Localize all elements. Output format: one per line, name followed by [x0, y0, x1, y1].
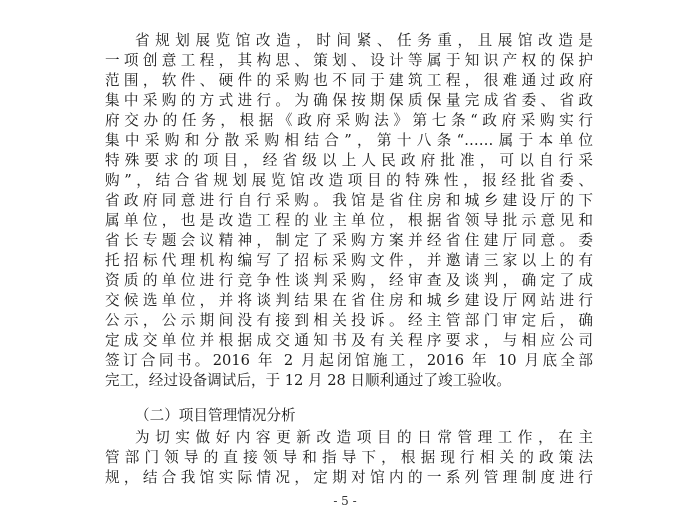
paragraph-1-line-9: 省政府同意进行自行采购。我馆是省住房和城乡建设厅的下 [105, 192, 593, 209]
paragraph-1-line-18: 完工，经过设备调试后，于 12 月 28 日顺利通过了竣工验收。 [105, 372, 511, 389]
paragraph-1-line-17: 签订合同书。2016 年 2 月起闭馆施工，2016 年 10 月底全部 [105, 352, 593, 369]
section-heading: （二）项目管理情况分析 [135, 407, 296, 424]
paragraph-1-line-16: 定成交单位并根据成交通知书及有关程序要求，与相应公司 [105, 332, 593, 349]
paragraph-1-line-6: 集中采购和分散采购相结合”，第十八条“……属于本单位 [105, 132, 593, 149]
paragraph-1-line-15: 公示，公示期间没有接到相关投诉。经主管部门审定后，确 [105, 312, 593, 329]
paragraph-1-line-14: 交候选单位，并将谈判结果在省住房和城乡建设厅网站进行 [105, 292, 593, 309]
paragraph-2-line-1: 为切实做好内容更新改造项目的日常管理工作，在主 [135, 429, 593, 446]
page-number: - 5 - [333, 494, 357, 508]
paragraph-1-line-4: 集中采购的方式进行。为确保按期保质保量完成省委、省政 [105, 92, 593, 109]
paragraph-1-line-5: 府交办的任务，根据《政府采购法》第七条“政府采购实行 [105, 112, 593, 129]
paragraph-1-line-2: 一项创意工程，其构思、策划、设计等属于知识产权的保护 [105, 52, 593, 69]
paragraph-1-line-13: 资质的单位进行竞争性谈判采购，经审查及谈判，确定了成 [105, 272, 593, 289]
paragraph-1-line-7: 特殊要求的项目，经省级以上人民政府批准，可以自行采 [105, 152, 593, 169]
paragraph-1-line-8: 购”，结合省规划展览馆改造项目的特殊性，报经批省委、 [105, 172, 593, 189]
paragraph-1-line-10: 属单位，也是改造工程的业主单位，根据省领导批示意见和 [105, 212, 593, 229]
paragraph-2-line-2: 管部门领导的直接领导和指导下，根据现行相关的政策法 [105, 449, 593, 466]
paragraph-1-line-1: 省规划展览馆改造，时间紧、任务重，且展馆改造是 [135, 32, 593, 49]
paragraph-1-line-11: 省长专题会议精神，制定了采购方案并经省住建厅同意。委 [105, 232, 593, 249]
paragraph-1-line-3: 范围，软件、硬件的采购也不同于建筑工程，很难通过政府 [105, 72, 593, 89]
paragraph-2-line-3: 规，结合我馆实际情况，定期对馆内的一系列管理制度进行 [105, 469, 593, 486]
paragraph-1-line-12: 托招标代理机构编写了招标采购文件，并邀请三家以上的有 [105, 252, 593, 269]
